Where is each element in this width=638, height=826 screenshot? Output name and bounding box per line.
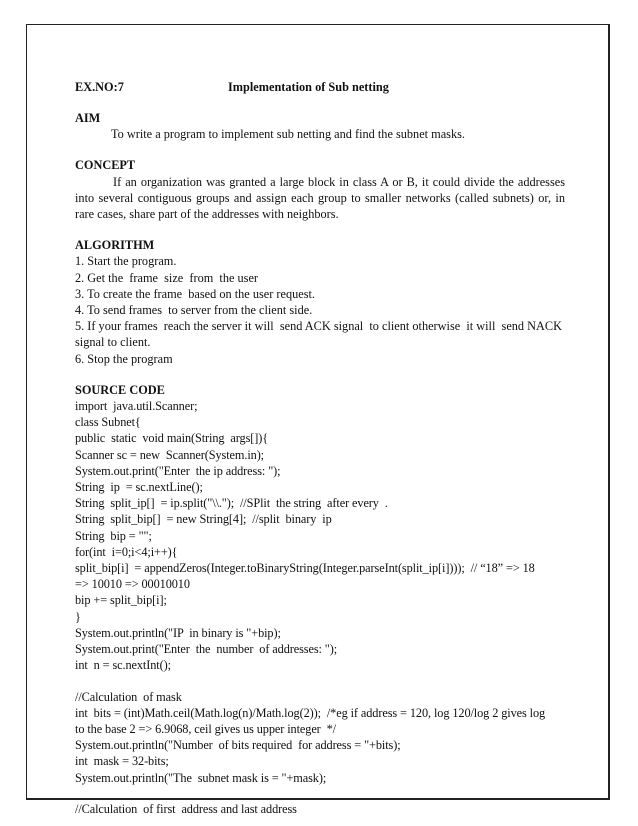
source-code [75, 398, 565, 817]
code-line: bip += split_bip[i]; [75, 593, 167, 608]
page-title: Implementation of Sub netting [228, 80, 389, 94]
code-comment-address: //Calculation of first address and last address [75, 801, 297, 816]
exercise-number: EX.NO:7 [75, 80, 124, 94]
code-line: int bits = (int)Math.ceil(Math.log(n)/Math.log(2)); /*eg if address = 120, log 120/log 2 gives log [75, 705, 546, 720]
algorithm-heading: ALGORITHM [75, 238, 155, 253]
code-line: => 10010 => 00010010 [75, 577, 190, 592]
code-line: System.out.println("Number of bits required for address = "+bits); [75, 738, 401, 753]
code-line: System.out.println("The subnet mask is = "+mask); [75, 770, 327, 785]
code-line: split_bip[i] = appendZeros(Integer.toBinaryString(Integer.parseInt(split_ip[i]))); // “18” => 18 [75, 561, 535, 576]
document-body [75, 79, 565, 817]
concept-text [75, 174, 565, 223]
code-line: String split_bip[] = new String[4]; //split binary ip [75, 512, 332, 527]
code-line: } [75, 609, 81, 624]
spacer [75, 674, 565, 689]
code-line: System.out.print("Enter the number of addresses: "); [75, 642, 338, 657]
code-line: Scanner sc = new Scanner(System.in); [75, 447, 265, 462]
code-comment-mask: //Calculation of mask [75, 689, 182, 704]
algorithm-step: signal to client. [75, 335, 151, 350]
title-row [75, 79, 565, 95]
algorithm-step: 4. To send frames to server from the client side. [75, 303, 313, 318]
algorithm-step: 2. Get the frame size from the user [75, 270, 259, 285]
code-line: String bip = ""; [75, 528, 152, 543]
code-line: import java.util.Scanner; [75, 399, 198, 414]
code-line: class Subnet{ [75, 415, 141, 430]
code-line: String split_ip[] = ip.split("\\."); //SPlit the string after every . [75, 496, 388, 511]
code-line: int n = sc.nextInt(); [75, 658, 171, 673]
code-line: to the base 2 => 6.9068, ceil gives us upper integer */ [75, 721, 336, 736]
algorithm-step: 5. If your frames reach the server it will send ACK signal to client otherwise it will send NACK [75, 319, 562, 334]
algorithm-steps [75, 253, 565, 366]
code-line: String ip = sc.nextLine(); [75, 480, 203, 495]
algorithm-step: 1. Start the program. [75, 254, 177, 269]
code-line: int mask = 32-bits; [75, 754, 169, 769]
code-line: for(int i=0;i<4;i++){ [75, 544, 178, 559]
code-line: public static void main(String args[]){ [75, 431, 269, 446]
aim-heading: AIM [75, 111, 101, 125]
code-line: System.out.println("IP in binary is "+bip); [75, 625, 281, 640]
source-heading: SOURCE CODE [75, 382, 165, 397]
algorithm-step: 6. Stop the program [75, 351, 173, 366]
algorithm-step: 3. To create the frame based on the user request. [75, 286, 315, 301]
code-line: System.out.print("Enter the ip address: "); [75, 463, 281, 478]
concept-heading: CONCEPT [75, 158, 136, 173]
spacer [75, 786, 565, 801]
concept-paragraph: If an organization was granted a large block in class A or B, it could divide the addresses into several contiguous groups and assign each group to smaller networks (called subnets) or, in rare cases, share part of the addresses with neighbors. [75, 174, 565, 222]
aim-text: To write a program to implement sub netting and find the subnet masks. [111, 127, 465, 142]
